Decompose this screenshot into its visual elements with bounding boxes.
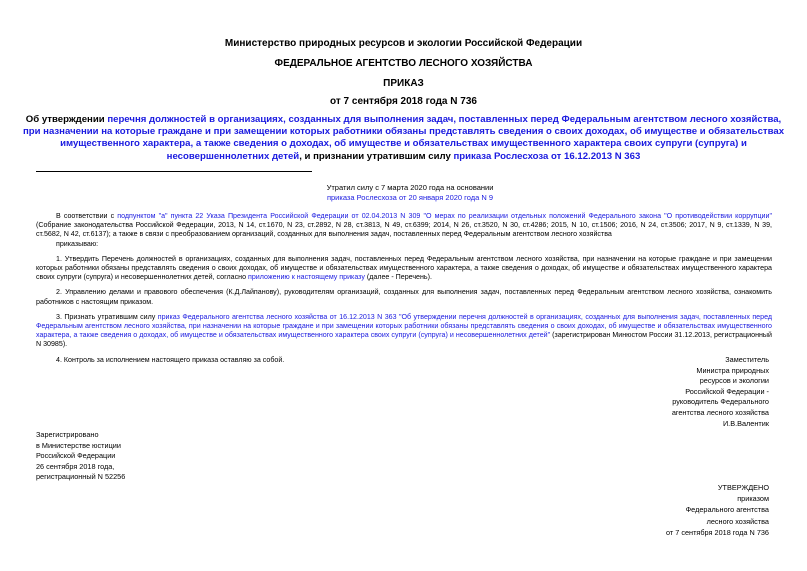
item-1-appendix-link[interactable]: приложению к настоящему приказу (248, 273, 365, 282)
registration-line: в Министерстве юстиции (36, 440, 121, 450)
preamble-text-rest: (Собрание законодательства Российской Федерации, 2013, N 14, ст.1670, N 23, ст.2892, N 28, ст.3813, N 49, ст.6399; 2014, N 26, ст.3520, N 30, ст.4286; 2015, N 10, ст.1506; 2016, N 24, ст.3506; 2017, N 9, ст.1339, N 39, ст.5682, N 42, ст.6137); а также в связи с преобразованием организаций, созданных для выполнения задач, поставленных перед Федеральным агентством лесного хозяйства (36, 221, 772, 239)
doc-date-number: от 7 сентября 2018 года N 736 (330, 96, 477, 107)
approval-line: Федерального агентства (685, 505, 769, 515)
approval-line: от 7 сентября 2018 года N 736 (666, 527, 769, 537)
signature-line: Заместитель (725, 355, 769, 364)
approval-line: лесного хозяйства (706, 516, 769, 526)
item-3-tail: (зарегистрирован Минюстом России 31.12.2013, регистрационный N 30985). (36, 331, 772, 349)
approval-line: приказом (737, 494, 769, 504)
title-prefix: Об утверждении (25, 114, 108, 125)
document-title (22, 114, 785, 163)
ministry-heading: Министерство природных ресурсов и экологии Российской Федерации (224, 38, 583, 49)
signature-block (649, 355, 769, 429)
status-note-text: Утратил силу с 7 марта 2020 года на основании (326, 183, 494, 192)
signatory-name: И.В.Валентик (722, 418, 769, 428)
order-word: приказываю: (56, 239, 99, 248)
title-link-positions-list[interactable]: перечня должностей в организациях, созданных для выполнения задач, поставленных перед Федеральным агентством лесного хозяйства, при назначении на которые граждане и при замещении которых работники обязаны представлять сведения о своих доходах, об имуществе и обязательствах имущественного характера, а также сведения о доходах, об имуществе и обязательствах имущественного характера своих супруги (супруга) и несовершеннолетних детей (22, 114, 785, 162)
approval-line: УТВЕРЖДЕНО (717, 483, 769, 492)
item-2: 2. Управлению делами и правового обеспечения (К.Д.Лайпанову), руководителям организаций, созданных для выполнения задач, поставленных перед Федеральным агентством лесного хозяйства, ознакомить работников с настоящим приказом. (36, 288, 772, 306)
preamble-link-decree[interactable]: подпунктом "а" пункта 22 Указа Президента Российской Федерации от 02.04.2013 N 309 "О мерах по реализации отдельных положений Федерального закона "О противодействии коррупции" (117, 212, 772, 220)
preamble-text-start: В соответствии с (56, 212, 118, 220)
signature-line: агентства лесного хозяйства (671, 407, 769, 417)
preamble-paragraph (36, 212, 772, 240)
item-3-repealed-order-link[interactable]: приказ Федерального агентства лесного хозяйства от 16.12.2013 N 363 "Об утверждении перечня должностей в организациях, созданных для выполнения задач, поставленных перед Федеральным агентством лесного хозяйства, при назначении на которые граждане и при замещении которых работники обязаны представлять сведения о своих доходах, об имуществе и обязательствах имущественного характера, а также сведения о доходах, об имуществе и обязательствах имущественного характера своих супруги (супруга) и несовершеннолетних детей" (36, 312, 772, 340)
item-4: 4. Контроль за исполнением настоящего приказа оставляю за собой. (56, 355, 285, 364)
item-3-text: 3. Признать утратившим силу (56, 312, 158, 321)
registration-line: Российской Федерации (36, 451, 116, 460)
signature-line: ресурсов и экологии (699, 376, 769, 386)
signature-line: Министра природных (696, 365, 769, 375)
registration-line: 26 сентября 2018 года, (36, 461, 115, 471)
doc-type-heading: ПРИКАЗ (383, 78, 424, 89)
agency-heading: ФЕДЕРАЛЬНОЕ АГЕНТСТВО ЛЕСНОГО ХОЗЯЙСТВА (274, 58, 533, 69)
item-3 (36, 313, 772, 350)
signature-line: руководитель Федерального (672, 397, 769, 407)
item-1 (36, 255, 772, 283)
approval-block (666, 482, 769, 538)
item-1-text: 1. Утвердить Перечень должностей в организациях, созданных для выполнения задач, поставленных перед Федеральным агентством лесного хозяйства, при назначении на которые граждане и при замещении которых работники обязаны представлять сведения о своих доходах, об имуществе и обязательствах имущественного характера, а также сведения о доходах, об имуществе и обязательствах имущественного характера своих супруги (супруга) и несовершеннолетних детей, согласно (36, 254, 772, 282)
separator-line (36, 171, 312, 172)
item-1-tail: (далее - Перечень). (364, 273, 432, 282)
registration-line: регистрационный N 52256 (36, 472, 126, 481)
document-body (36, 212, 772, 365)
signature-line: Российской Федерации - (685, 386, 769, 396)
title-link-order-363[interactable]: приказа Рослесхоза от 16.12.2013 N 363 (453, 150, 641, 162)
registration-block (36, 430, 125, 483)
registration-line: Зарегистрировано (36, 430, 99, 439)
title-middle: , и признании утратившим силу (299, 150, 454, 162)
status-note-link[interactable]: приказа Рослесхоза от 20 января 2020 года N 9 (326, 193, 494, 202)
status-note (258, 183, 562, 203)
